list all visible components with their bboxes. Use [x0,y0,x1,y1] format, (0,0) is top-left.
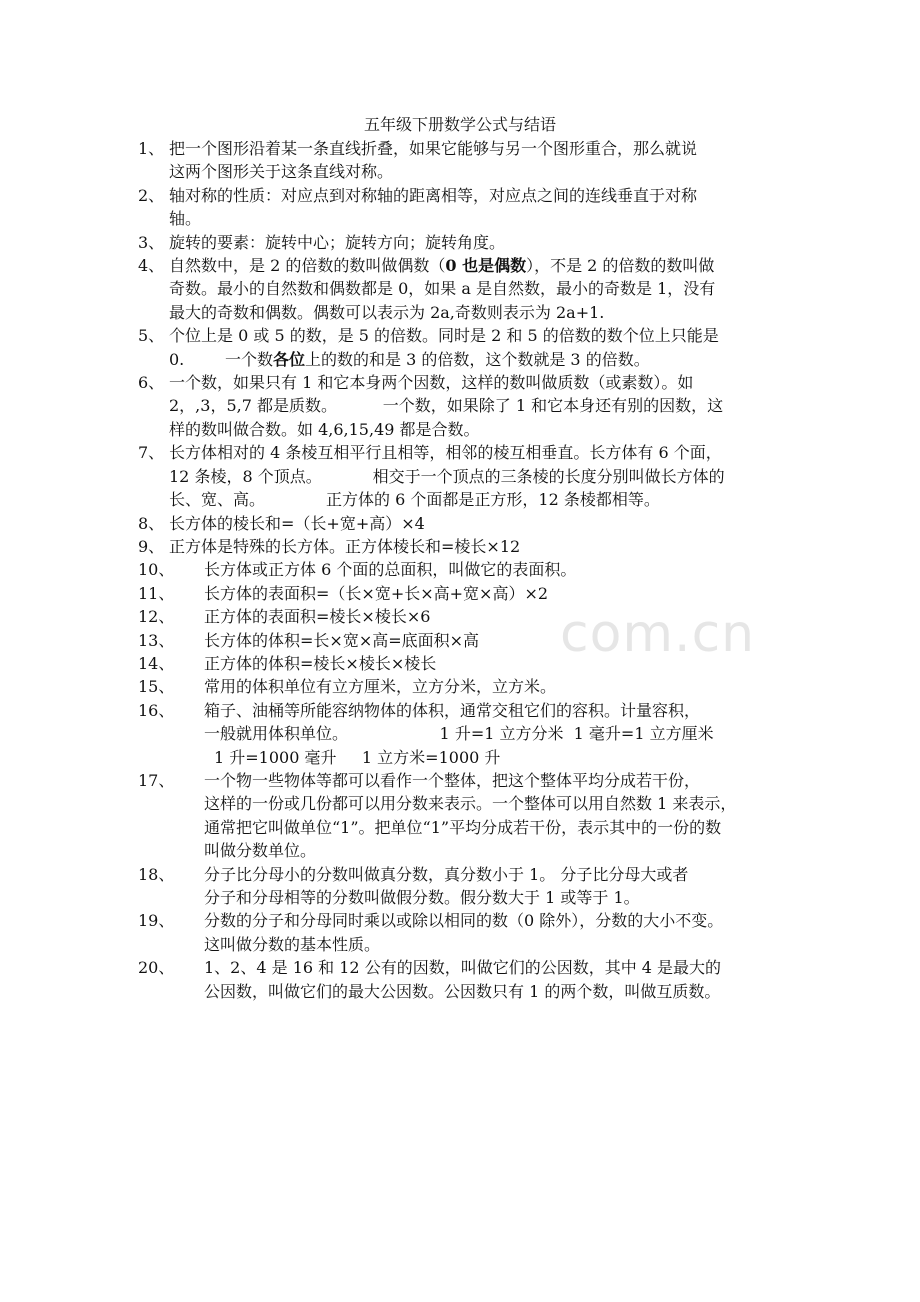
list-item [138,582,788,605]
item-line: 把一个图形沿着某一条直线折叠，如果它能够与另一个图形重合，那么就说 [169,139,698,158]
item-number: 18、 [138,864,175,884]
item-line: 分子和分母相等的分数叫做假分数。假分数大于 1 或等于 1。 [204,888,640,907]
item-body [204,909,788,956]
item-line: 样的数叫做合数。如 4,6,15,49 都是合数。 [169,419,480,439]
formula-list [138,137,788,1003]
item-text: 0. 一个数 [169,349,273,369]
item-number: 16、 [138,700,175,720]
item-number: 17、 [138,770,175,790]
item-body [204,652,788,675]
item-line: 叫做分数单位。 [204,841,317,861]
item-number: 12、 [138,607,175,627]
item-number: 20、 [138,958,175,978]
item-body [169,137,788,184]
item-line: 正方体的体积=棱长×棱长×棱长 [204,653,437,673]
item-number: 10、 [138,560,175,580]
item-body [204,675,788,698]
item-body [204,629,788,652]
item-line: 这叫做分数的基本性质。 [204,934,381,954]
item-body [204,558,788,581]
item-line: 奇数。最小的自然数和偶数都是 0，如果 a 是自然数，最小的奇数是 1，没有 [169,279,716,299]
item-number: 3、 [138,232,165,252]
list-item [138,371,788,441]
item-line: 轴对称的性质：对应点到对称轴的距离相等，对应点之间的连线垂直于对称 [169,185,698,205]
item-number: 13、 [138,630,175,650]
item-body [169,231,788,254]
item-line: 分数的分子和分母同时乘以或除以相同的数（0 除外），分数的大小不变。 [204,911,724,931]
item-body [169,371,788,441]
item-number: 9、 [138,536,165,556]
item-line: 1 升=1000 毫升 1 立方米=1000 升 [214,747,501,767]
item-body [204,863,788,910]
list-item [138,629,788,652]
item-number: 11、 [138,583,175,603]
item-number: 7、 [138,443,165,463]
item-number: 14、 [138,653,175,673]
list-item [138,512,788,535]
item-line: 长方体或正方体 6 个面的总面积，叫做它的表面积。 [204,560,577,580]
item-line: 这两个图形关于这条直线对称。 [169,162,394,182]
list-item [138,909,788,956]
item-body [204,582,788,605]
list-item [138,558,788,581]
item-body [169,254,788,324]
item-number: 2、 [138,185,165,205]
item-line: 轴。 [169,209,202,229]
item-number: 19、 [138,911,175,931]
item-number: 8、 [138,513,165,533]
list-item [138,956,788,1003]
item-line: 分子比分母小的分数叫做真分数，真分数小于 1。 分子比分母大或者 [204,864,689,884]
item-text: 自然数中，是 2 的倍数的数叫做偶数（ [169,256,446,276]
item-line: 正方体是特殊的长方体。正方体棱长和=棱长×12 [169,536,521,556]
list-item [138,254,788,324]
item-body [204,769,788,863]
list-item [138,863,788,910]
item-line: 公因数，叫做它们的最大公因数。公因数只有 1 的两个数，叫做互质数。 [204,981,721,1001]
item-line: 长方体相对的 4 条棱互相平行且相等，相邻的棱互相垂直。长方体有 6 个面， [169,443,722,463]
item-body [169,512,788,535]
item-body [169,184,788,231]
item-body [204,956,788,1003]
item-body [204,699,788,746]
item-body [204,605,788,628]
item-emphasis: 各位 [272,349,305,369]
item-line: 2，,3，5,7 都是质数。 一个数，如果除了 1 和它本身还有别的因数，这 [169,396,724,416]
item-text: ），不是 2 的倍数的数叫做 [526,256,715,276]
item-line: 长方体的表面积=（长×宽+长×高+宽×高）×2 [204,583,549,603]
item-number: 4、 [138,256,165,276]
item-line: 一个物一些物体等都可以看作一个整体，把这个整体平均分成若干份， [204,770,701,790]
list-item [138,137,788,184]
list-item [138,699,788,746]
item-line: 常用的体积单位有立方厘米，立方分米，立方米。 [204,677,557,697]
list-item [138,652,788,675]
list-item [138,605,788,628]
item-line: 一个数，如果只有 1 和它本身两个因数，这样的数叫做质数（或素数）。如 [169,373,694,393]
item-line [169,348,788,371]
item-number: 6、 [138,373,165,393]
item-line: 通常把它叫做单位“1”。把单位“1”平均分成若干份，表示其中的一份的数 [204,817,722,837]
list-item [138,441,788,511]
list-item [138,324,788,371]
list-item [138,535,788,558]
item-line: 个位上是 0 或 5 的数，是 5 的倍数。同时是 2 和 5 的倍数的数个位上只能是 [169,326,719,346]
item-body [169,535,788,558]
list-item [138,675,788,698]
item-number: 15、 [138,677,175,697]
list-item [138,769,788,863]
item-emphasis: 0 也是偶数 [445,256,527,276]
watermark: com.cn [560,604,756,664]
document-title: 五年级下册数学公式与结语 [363,115,556,134]
item-line: 一般就用体积单位。 1 升=1 立方分米 1 毫升=1 立方厘米 [204,724,714,744]
item-number: 1、 [138,139,165,158]
item-line [169,254,788,277]
item-line: 箱子、油桶等所能容纳物体的体积，通常交租它们的容积。计量容积， [204,700,701,720]
item-line: 这样的一份或几份都可以用分数来表示。一个整体可以用自然数 1 来表示， [204,794,737,814]
item-line: 长方体的体积=长×宽×高=底面积×高 [204,630,480,650]
item-line: 长、宽、高。 正方体的 6 个面都是正方形，12 条棱都相等。 [169,490,660,510]
item-text: 上的数的和是 3 的倍数，这个数就是 3 的倍数。 [304,349,650,369]
list-item [138,231,788,254]
item-body [169,324,788,371]
list-item [138,184,788,231]
item-line: 旋转的要素：旋转中心；旋转方向；旋转角度。 [169,232,506,252]
item-line: 1、2、4 是 16 和 12 公有的因数，叫做它们的公因数，其中 4 是最大的 [204,958,722,978]
item-number: 5、 [138,326,165,346]
item-body [169,441,788,511]
item-line: 12 条棱，8 个顶点。 相交于一个顶点的三条棱的长度分别叫做长方体的 [169,466,725,486]
item-line: 长方体的棱长和=（长+宽+高）×4 [169,513,425,533]
item-line: 正方体的表面积=棱长×棱长×6 [204,607,431,627]
item-line: 最大的奇数和偶数。偶数可以表示为 2a,奇数则表示为 2a+1. [169,302,605,322]
